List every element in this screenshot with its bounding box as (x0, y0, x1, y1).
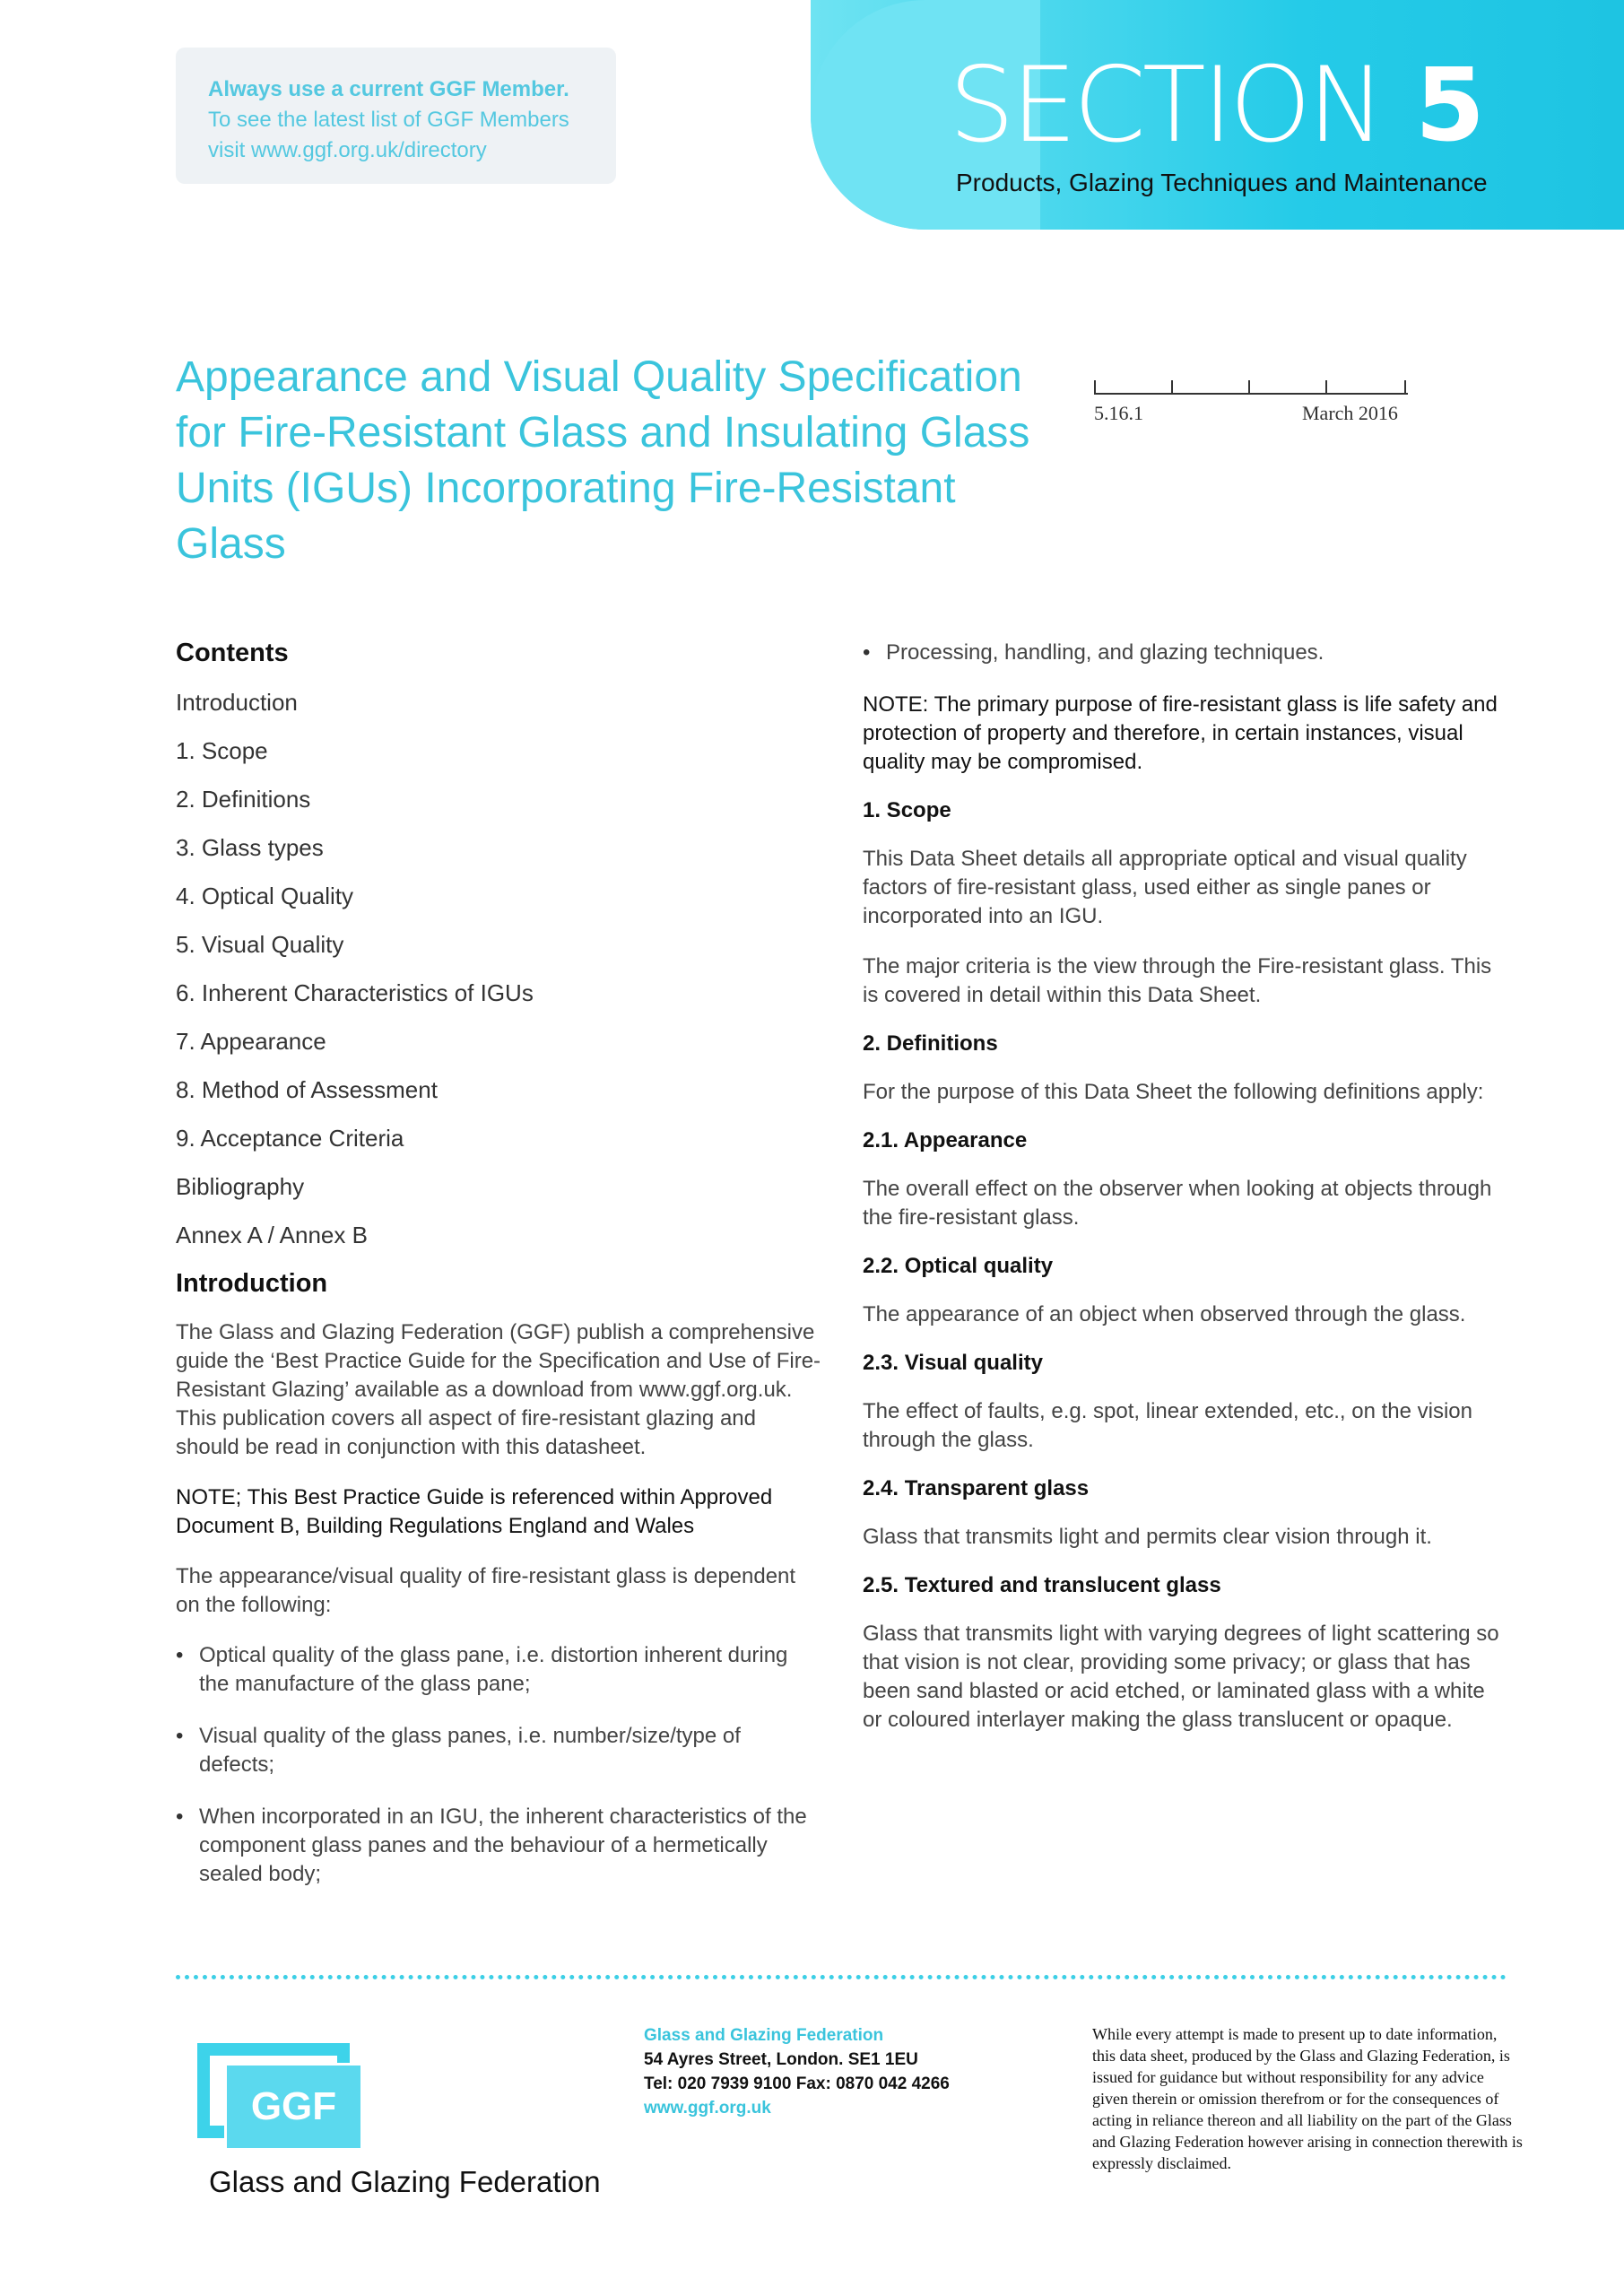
org-website-link[interactable]: www.ggf.org.uk (644, 2099, 771, 2118)
definition-textured-heading: 2.5. Textured and translucent glass (863, 1573, 1221, 1597)
ggf-logo-text: GGF (250, 2084, 337, 2128)
notice-line-3: visit www.ggf.org.uk/directory (208, 138, 487, 162)
continued-bullet-list (863, 639, 1508, 667)
disclaimer: While every attempt is made to present up to date information, this data sheet, produced by the Glass and Glazing Federation, is issued for guidance but without responsibility for any advice given therein or omission therefrom or for the consequences of acting in reliance thereon and all liability on the part of the Glass and Glazing Federation however arising in connection therewith is expressly disclaimed. (1092, 2025, 1523, 2172)
member-notice (176, 48, 616, 184)
contents-item: Annex A / Annex B (176, 1222, 368, 1248)
section-word: SECTION (949, 45, 1383, 166)
org-phones: Tel: 020 7939 9100 Fax: 0870 042 4266 (644, 2074, 950, 2093)
definition-optical-heading: 2.2. Optical quality (863, 1254, 1054, 1278)
contents-item: 4. Optical Quality (176, 883, 353, 909)
org-address: 54 Ayres Street, London. SE1 1EU (644, 2050, 918, 2069)
document-title: Appearance and Visual Quality Specification for Fire-Resistant Glass and Insulating Glass Units (IGUs) Incorporating Fire-Resistant Glass (176, 353, 1030, 568)
definition-appearance-heading: 2.1. Appearance (863, 1128, 1028, 1152)
intro-paragraph-2: The appearance/visual quality of fire-resistant glass is dependent on the following: (176, 1564, 796, 1617)
definition-transparent-heading: 2.4. Transparent glass (863, 1476, 1090, 1500)
list-item: • When incorporated in an IGU, the inherent characteristics of the component glass panes and the behaviour of a hermetically sealed body; (176, 1803, 821, 1889)
contents-item: 6. Inherent Characteristics of IGUs (176, 979, 534, 1006)
scope-paragraph-2: The major criteria is the view through the Fire-resistant glass. This is covered in detail within this Data Sheet. (863, 954, 1492, 1007)
definition-textured-text: Glass that transmits light with varying degrees of light scattering so that vision is not clear, providing some privacy; or glass that has been sand blasted or acid etched, or laminated glass with a white or coloured interlayer making the glass translucent or opaque. (863, 1622, 1499, 1732)
contents-item: 8. Method of Assessment (176, 1076, 438, 1103)
contents-item: Bibliography (176, 1173, 305, 1200)
definition-visual-heading: 2.3. Visual quality (863, 1351, 1043, 1375)
section-subtitle: Products, Glazing Techniques and Maintenance (956, 169, 1488, 196)
introduction-heading: Introduction (176, 1269, 328, 1298)
left-column (176, 639, 821, 1912)
definition-optical-text: The appearance of an object when observed through the glass. (863, 1302, 1466, 1326)
document-reference: 5.16.1 (1094, 402, 1143, 424)
definitions-heading: 2. Definitions (863, 1031, 998, 1056)
definition-appearance-text: The overall effect on the observer when looking at objects through the fire-resistant glass. (863, 1177, 1492, 1230)
document-date: March 2016 (1302, 402, 1398, 424)
right-column (863, 639, 1508, 1756)
list-item: • Visual quality of the glass panes, i.e. number/size/type of defects; (176, 1722, 821, 1779)
footer-divider (176, 1975, 1507, 1979)
ruler-tick (1094, 380, 1096, 393)
ruler-tick (1404, 380, 1406, 393)
contents-item: 3. Glass types (176, 834, 324, 861)
scope-heading: 1. Scope (863, 798, 951, 822)
reference-ruler (1094, 377, 1408, 395)
definitions-intro: For the purpose of this Data Sheet the following definitions apply: (863, 1080, 1484, 1104)
org-name: Glass and Glazing Federation (644, 2026, 884, 2045)
contents-item: 5. Visual Quality (176, 931, 344, 958)
intro-bullet-list (176, 1641, 821, 1889)
notice-line-1: Always use a current GGF Member. (208, 77, 569, 101)
intro-note: NOTE; This Best Practice Guide is referenced within Approved Document B, Building Regulations England and Wales (176, 1485, 773, 1538)
ggf-logo-caption: Glass and Glazing Federation (209, 2165, 601, 2198)
contents-list (176, 688, 821, 1249)
list-item: • Processing, handling, and glazing techniques. (863, 639, 1508, 667)
list-item: • Optical quality of the glass pane, i.e. distortion inherent during the manufacture of the glass pane; (176, 1641, 821, 1699)
contact-block (644, 2023, 950, 2120)
contents-item: 9. Acceptance Criteria (176, 1125, 404, 1152)
ruler-tick (1171, 380, 1173, 393)
contents-item: 7. Appearance (176, 1028, 326, 1055)
contents-item: 1. Scope (176, 737, 268, 764)
definition-transparent-text: Glass that transmits light and permits clear vision through it. (863, 1525, 1432, 1549)
contents-item: 2. Definitions (176, 786, 311, 813)
purpose-note: NOTE: The primary purpose of fire-resistant glass is life safety and protection of property and therefore, in certain instances, visual quality may be compromised. (863, 692, 1498, 774)
notice-line-2: To see the latest list of GGF Members (208, 108, 569, 132)
intro-paragraph-1: The Glass and Glazing Federation (GGF) publish a comprehensive guide the ‘Best Practice Guide for the Specification and Use of Fire-Resistant Glazing’ available as a download from www.ggf.org.uk. This publication covers all aspect of fire-resistant glazing and should be read in conjunction with this datasheet. (176, 1320, 821, 1459)
ruler-tick (1248, 380, 1250, 393)
ruler-tick (1325, 380, 1327, 393)
scope-paragraph-1: This Data Sheet details all appropriate optical and visual quality factors of fire-resistant glass, used either as single panes or incorporated into an IGU. (863, 847, 1467, 928)
section-number: 5 (1415, 48, 1485, 164)
contents-item: Introduction (176, 689, 298, 716)
contents-heading: Contents (176, 639, 289, 667)
definition-visual-text: The effect of faults, e.g. spot, linear extended, etc., on the vision through the glass. (863, 1399, 1472, 1452)
